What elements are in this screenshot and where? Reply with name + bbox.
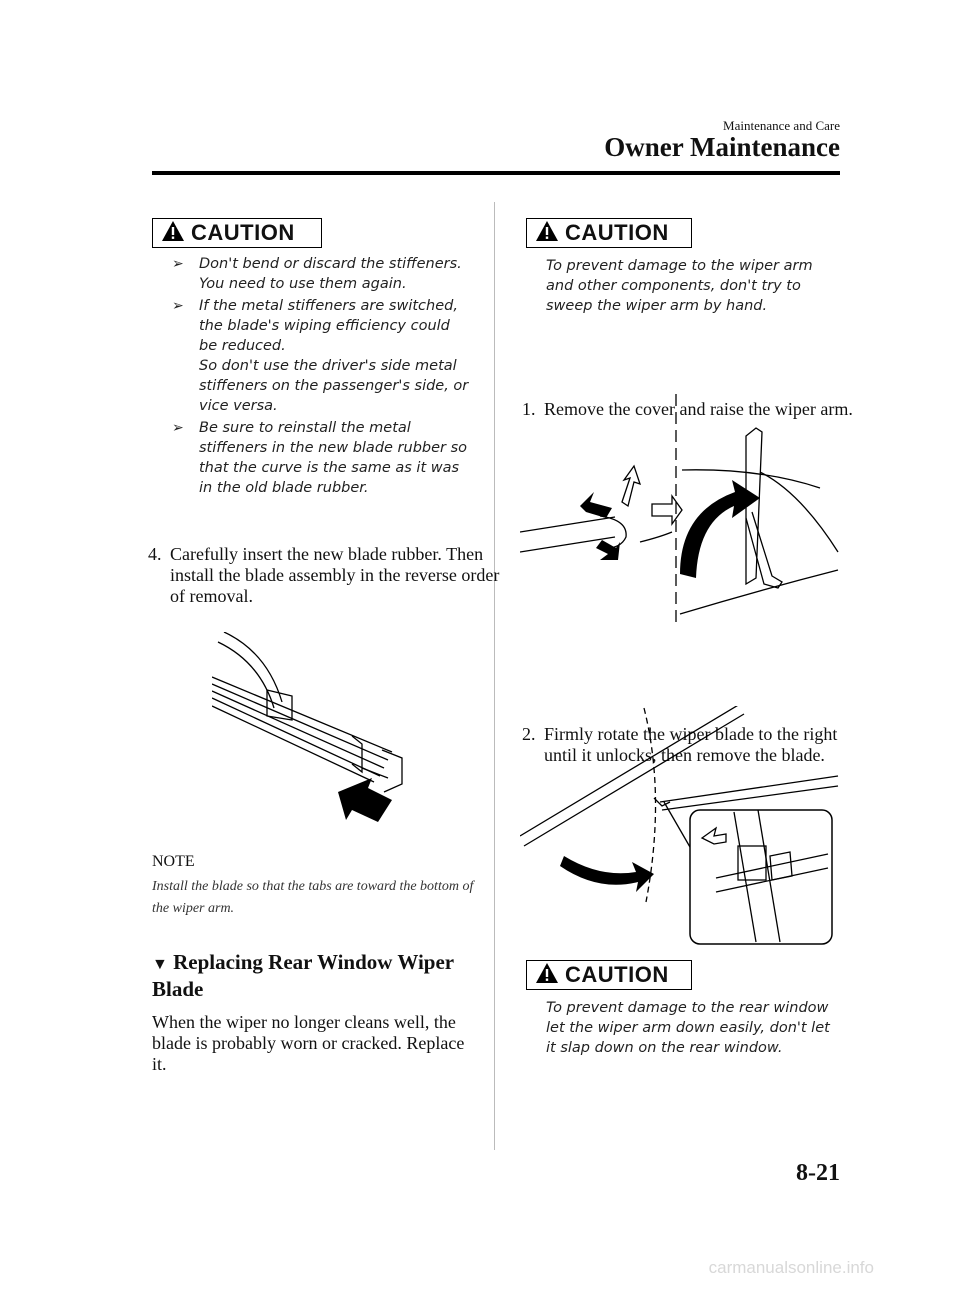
- caution-box-right-2: [526, 960, 692, 990]
- step-number: 2.: [522, 724, 536, 744]
- caution-box-left: [152, 218, 322, 248]
- caution-bullet: ➢ Don't bend or discard the stiffeners. You need to use them again.: [172, 256, 462, 292]
- caution-bullet-list: [172, 254, 472, 500]
- step-4: [148, 544, 500, 607]
- warning-triangle-icon: [161, 220, 185, 247]
- section-heading: [152, 950, 477, 1001]
- note-text: Install the blade so that the tabs are toward the bottom of the wiper arm.: [152, 879, 474, 916]
- arrow-bullet-icon: ➢: [172, 256, 184, 272]
- page-number: 8-21: [796, 1160, 840, 1186]
- rotate-blade-illustration: [520, 706, 840, 951]
- running-header-title: Owner Maintenance: [604, 132, 840, 162]
- blade-install-illustration: [212, 632, 412, 833]
- caution-text: To prevent damage to the wiper arm and other components, don't try to sweep the wiper arm by hand.: [546, 258, 813, 314]
- step-number: 1.: [522, 399, 536, 419]
- step-text: Firmly rotate the wiper blade to the right until it unlocks, then remove the blade.: [544, 724, 838, 765]
- raise-wiper-arm-illustration: [520, 392, 840, 629]
- step-text: Carefully insert the new blade rubber. Then install the blade assembly in the reverse order of removal.: [170, 544, 500, 606]
- caution-bullet: ➢ Be sure to reinstall the metal stiffeners in the new blade rubber so that the curve is the same as it was in the old blade rubber.: [172, 420, 468, 496]
- arrow-bullet-icon: ➢: [172, 298, 184, 314]
- running-header-section: Maintenance and Care: [723, 118, 840, 133]
- step-number: 4.: [148, 544, 162, 564]
- header-rule: [152, 171, 840, 175]
- column-divider: [494, 202, 495, 1150]
- warning-triangle-icon: [535, 220, 559, 247]
- warning-triangle-icon: [535, 962, 559, 989]
- watermark: carmanualsonline.info: [708, 1258, 874, 1277]
- caution-label: CAUTION: [565, 962, 669, 987]
- caution-bullet: ➢ If the metal stiffeners are switched, the blade's wiping efficiency could be reduced. So don't use the driver's side metal stiffeners on the passenger's side, or vice versa.: [172, 298, 469, 414]
- caution-label: CAUTION: [565, 220, 669, 245]
- note-title: NOTE: [152, 853, 195, 870]
- section-body: When the wiper no longer cleans well, the blade is probably worn or cracked. Replace it.: [152, 1012, 465, 1074]
- caution-box-right-1: [526, 218, 692, 248]
- caution-text: To prevent damage to the rear window let the wiper arm down easily, don't let it slap down on the rear window.: [546, 1000, 830, 1056]
- caution-label: CAUTION: [191, 220, 295, 245]
- arrow-bullet-icon: ➢: [172, 420, 184, 436]
- section-title: Replacing Rear Window Wiper Blade: [152, 950, 454, 1001]
- section-marker-icon: ▼: [152, 956, 168, 973]
- step-text: Remove the cover and raise the wiper arm.: [544, 399, 853, 419]
